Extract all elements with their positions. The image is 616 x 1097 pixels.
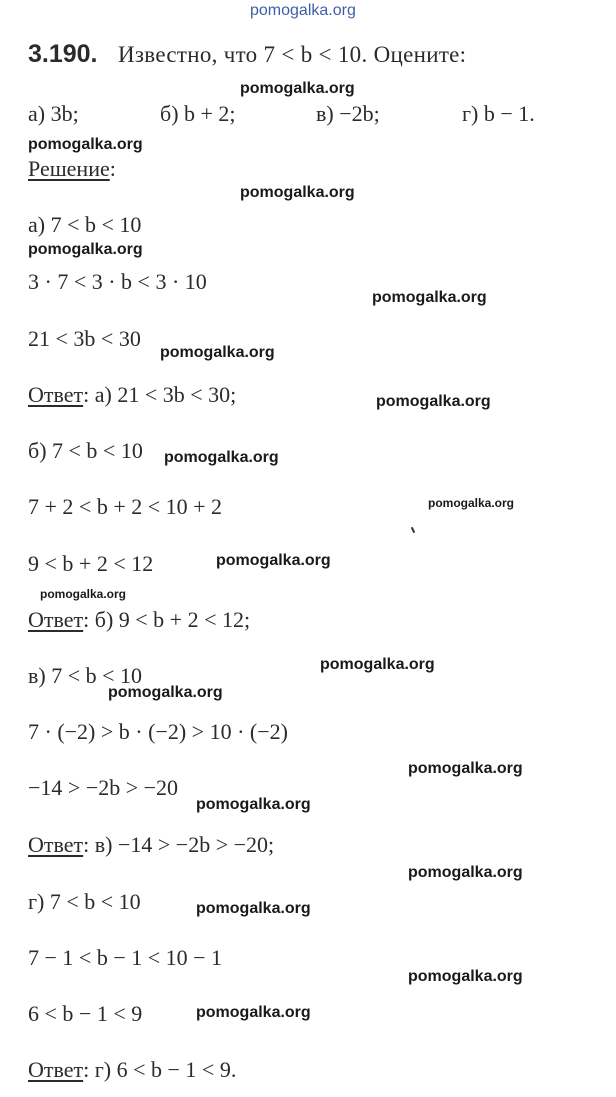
watermark: pomogalka.org	[40, 587, 127, 601]
watermark: pomogalka.org	[372, 289, 487, 306]
option-v: в) −2b;	[316, 101, 380, 126]
watermark: pomogalka.org	[408, 760, 523, 777]
part-v-answer	[28, 833, 274, 857]
answer-text: : в) −14 > −2b > −20;	[83, 832, 275, 857]
option-b: б) b + 2;	[160, 101, 236, 126]
answer-label: Ответ	[28, 1057, 84, 1082]
part-b-line-2: 7 + 2 < b + 2 < 10 + 2	[28, 494, 223, 519]
answer-label: Ответ	[28, 607, 84, 632]
stray-mark	[411, 527, 415, 533]
watermark: pomogalka.org	[320, 656, 435, 673]
part-b-line-1: б) 7 < b < 10	[28, 438, 143, 463]
part-g-line-1: г) 7 < b < 10	[28, 889, 141, 914]
watermark: pomogalka.org	[196, 1004, 311, 1021]
solution-heading-word: Решение	[28, 156, 110, 181]
watermark: pomogalka.org	[164, 449, 279, 466]
problem-number: 3.190.	[28, 40, 98, 68]
watermark: pomogalka.org	[28, 241, 143, 258]
part-g-answer	[28, 1058, 236, 1082]
part-v-line-3: −14 > −2b > −20	[28, 775, 179, 800]
part-a-answer	[28, 383, 236, 407]
part-a-line-2: 3 · 7 < 3 · b < 3 · 10	[28, 269, 207, 294]
answer-text: : г) 6 < b − 1 < 9.	[83, 1057, 237, 1082]
solution-heading-colon: :	[109, 156, 116, 181]
part-b-line-3: 9 < b + 2 < 12	[28, 551, 154, 576]
watermark: pomogalka.org	[408, 864, 523, 881]
part-v-line-2: 7 · (−2) > b · (−2) > 10 · (−2)	[28, 719, 288, 744]
watermark: pomogalka.org	[428, 496, 515, 510]
watermark: pomogalka.org	[240, 184, 355, 201]
part-b-answer	[28, 608, 250, 632]
solution-heading	[28, 157, 116, 181]
answer-text: : а) 21 < 3b < 30;	[83, 382, 237, 407]
answer-label: Ответ	[28, 832, 84, 857]
answer-label: Ответ	[28, 382, 84, 407]
watermark: pomogalka.org	[216, 552, 331, 569]
watermark: pomogalka.org	[108, 684, 223, 701]
problem-statement: Известно, что 7 < b < 10. Оцените:	[118, 42, 467, 67]
watermark: pomogalka.org	[408, 968, 523, 985]
part-g-line-3: 6 < b − 1 < 9	[28, 1001, 143, 1026]
watermark: pomogalka.org	[28, 136, 143, 153]
watermark: pomogalka.org	[160, 344, 275, 361]
option-a: а) 3b;	[28, 101, 79, 126]
part-g-line-2: 7 − 1 < b − 1 < 10 − 1	[28, 945, 223, 970]
watermark: pomogalka.org	[196, 900, 311, 917]
top-watermark-link[interactable]: pomogalka.org	[250, 2, 356, 19]
part-a-line-1: а) 7 < b < 10	[28, 212, 142, 237]
watermark: pomogalka.org	[376, 393, 491, 410]
part-a-line-3: 21 < 3b < 30	[28, 326, 141, 351]
option-g: г) b − 1.	[462, 101, 535, 126]
part-v-line-1: в) 7 < b < 10	[28, 663, 143, 688]
watermark: pomogalka.org	[196, 796, 311, 813]
answer-text: : б) 9 < b + 2 < 12;	[83, 607, 251, 632]
watermark: pomogalka.org	[240, 80, 355, 97]
